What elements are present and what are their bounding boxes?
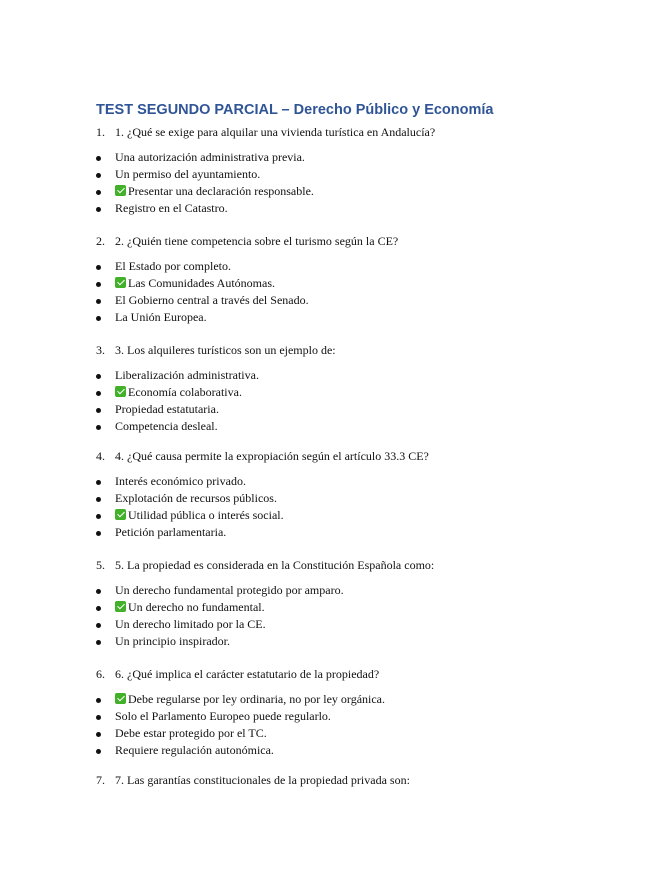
question-number: 2. (96, 234, 105, 248)
answer-text: Un derecho fundamental protegido por amparo. (115, 583, 344, 597)
checkmark-icon (115, 277, 126, 288)
answer-list (0, 367, 259, 435)
answer-option (0, 166, 314, 183)
answer-text: Debe estar protegido por el TC. (115, 726, 267, 740)
answer-text: El Estado por completo. (115, 259, 231, 273)
answer-text: Registro en el Catastro. (115, 201, 228, 215)
bullet-icon (96, 391, 101, 396)
answer-text: Explotación de recursos públicos. (115, 491, 277, 505)
question-block (0, 771, 655, 880)
answer-text: Liberalización administrativa. (115, 368, 259, 382)
answer-option (0, 708, 385, 725)
answer-text: Requiere regulación autonómica. (115, 743, 274, 757)
answer-text: La Unión Europea. (115, 310, 207, 324)
answer-option (0, 149, 314, 166)
question-text: 7. Las garantías constitucionales de la propiedad privada son: (115, 773, 410, 787)
answer-option-correct (0, 691, 385, 708)
question-number: 7. (96, 773, 105, 787)
checkmark-icon (115, 601, 126, 612)
answer-option (0, 490, 284, 507)
bullet-icon (96, 173, 101, 178)
bullet-icon (96, 374, 101, 379)
bullet-icon (96, 480, 101, 485)
answer-option-correct (0, 599, 344, 616)
bullet-icon (96, 265, 101, 270)
answer-text: Competencia desleal. (115, 419, 218, 433)
answer-text: Presentar una declaración responsable. (128, 184, 314, 198)
answer-list (0, 149, 314, 217)
bullet-icon (96, 623, 101, 628)
bullet-icon (96, 640, 101, 645)
question-text: 4. ¿Qué causa permite la expropiación según el artículo 33.3 CE? (115, 449, 429, 463)
bullet-icon (96, 497, 101, 502)
answer-text: El Gobierno central a través del Senado. (115, 293, 309, 307)
question-text: 2. ¿Quién tiene competencia sobre el turismo según la CE? (115, 234, 399, 248)
bullet-icon (96, 749, 101, 754)
question-text: 6. ¿Qué implica el carácter estatutario de la propiedad? (115, 667, 380, 681)
question-number: 1. (96, 125, 105, 139)
question-number: 6. (96, 667, 105, 681)
bullet-icon (96, 408, 101, 413)
question-line (96, 232, 398, 250)
bullet-icon (96, 606, 101, 611)
checkmark-icon (115, 509, 126, 520)
question-line (96, 123, 435, 141)
answer-option-correct (0, 507, 284, 524)
answer-option (0, 524, 284, 541)
bullet-icon (96, 732, 101, 737)
question-text: 1. ¿Qué se exige para alquilar una vivienda turística en Andalucía? (115, 125, 436, 139)
answer-text: Un permiso del ayuntamiento. (115, 167, 261, 181)
answer-option-correct (0, 275, 309, 292)
question-line (96, 447, 429, 465)
answer-option (0, 418, 259, 435)
answer-option (0, 473, 284, 490)
answer-text: Debe regularse por ley ordinaria, no por ley orgánica. (128, 692, 386, 706)
bullet-icon (96, 531, 101, 536)
answer-text: Un principio inspirador. (115, 634, 230, 648)
question-block (0, 341, 655, 447)
answer-option (0, 292, 309, 309)
bullet-icon (96, 514, 101, 519)
bullet-icon (96, 316, 101, 321)
answer-option (0, 309, 309, 326)
bullet-icon (96, 589, 101, 594)
question-number: 5. (96, 558, 105, 572)
question-block (0, 123, 655, 232)
bullet-icon (96, 156, 101, 161)
answer-option (0, 633, 344, 650)
question-block (0, 556, 655, 665)
question-number: 4. (96, 449, 105, 463)
answer-option-correct (0, 183, 314, 200)
answer-list (0, 691, 385, 759)
bullet-icon (96, 190, 101, 195)
question-line (96, 341, 336, 359)
question-text: 5. La propiedad es considerada en la Constitución Española como: (115, 558, 435, 572)
question-list (0, 123, 655, 880)
answer-text: Un derecho no fundamental. (128, 600, 265, 614)
bullet-icon (96, 282, 101, 287)
question-block (0, 447, 655, 556)
answer-text: Economía colaborativa. (128, 385, 242, 399)
answer-option (0, 725, 385, 742)
question-block (0, 232, 655, 341)
bullet-icon (96, 207, 101, 212)
answer-option (0, 582, 344, 599)
answer-option (0, 401, 259, 418)
answer-list (0, 582, 344, 650)
question-number: 3. (96, 343, 105, 357)
answer-text: Interés económico privado. (115, 474, 246, 488)
bullet-icon (96, 299, 101, 304)
bullet-icon (96, 698, 101, 703)
answer-text: Utilidad pública o interés social. (128, 508, 284, 522)
answer-list (0, 258, 309, 326)
question-text: 3. Los alquileres turísticos son un ejemplo de: (115, 343, 336, 357)
checkmark-icon (115, 693, 126, 704)
answer-option (0, 200, 314, 217)
answer-option (0, 742, 385, 759)
answer-option (0, 258, 309, 275)
question-line (96, 771, 410, 789)
checkmark-icon (115, 185, 126, 196)
bullet-icon (96, 425, 101, 430)
question-line (96, 665, 379, 683)
answer-text: Una autorización administrativa previa. (115, 150, 305, 164)
document-title: TEST SEGUNDO PARCIAL – Derecho Público y Economía (96, 102, 494, 118)
answer-option (0, 367, 259, 384)
answer-text: Las Comunidades Autónomas. (128, 276, 275, 290)
answer-list (0, 473, 284, 541)
answer-option (0, 616, 344, 633)
answer-text: Petición parlamentaria. (115, 525, 227, 539)
answer-text: Un derecho limitado por la CE. (115, 617, 266, 631)
answer-text: Propiedad estatutaria. (115, 402, 219, 416)
answer-option-correct (0, 384, 259, 401)
question-line (96, 556, 434, 574)
answer-text: Solo el Parlamento Europeo puede regularlo. (115, 709, 331, 723)
bullet-icon (96, 715, 101, 720)
question-block (0, 665, 655, 771)
checkmark-icon (115, 386, 126, 397)
